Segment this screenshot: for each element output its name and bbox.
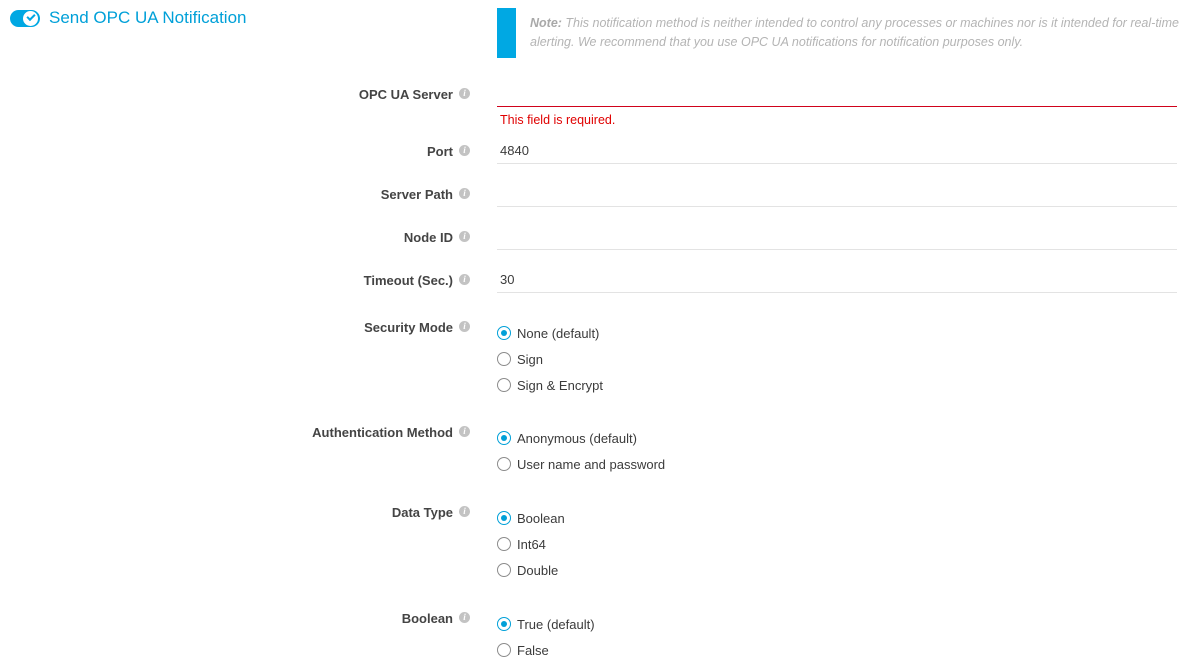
radio-auth-username-password[interactable]: User name and password bbox=[497, 451, 1204, 477]
info-icon[interactable]: i bbox=[459, 88, 470, 99]
field-row-opc-ua-server bbox=[0, 86, 1204, 127]
radio-icon[interactable] bbox=[497, 352, 511, 366]
authentication-method-radio-group bbox=[497, 424, 1204, 477]
radio-boolean-false[interactable]: False bbox=[497, 637, 1204, 663]
radio-data-type-int64[interactable]: Int64 bbox=[497, 531, 1204, 557]
node-id-input[interactable] bbox=[497, 229, 1177, 250]
info-icon[interactable]: i bbox=[459, 231, 470, 242]
page-title: Send OPC UA Notification bbox=[49, 8, 247, 27]
radio-icon[interactable] bbox=[497, 617, 511, 631]
note-body: This notification method is neither intended to control any processes or machines nor is it intended for real-time alerting. We recommend that you use OPC UA notifications for notification purposes only. bbox=[530, 16, 1179, 49]
field-row-data-type bbox=[0, 504, 1204, 583]
opc-ua-server-error: This field is required. bbox=[500, 113, 616, 127]
radio-auth-anonymous[interactable]: Anonymous (default) bbox=[497, 425, 1204, 451]
info-icon[interactable]: i bbox=[459, 274, 470, 285]
info-icon[interactable]: i bbox=[459, 321, 470, 332]
field-row-timeout bbox=[0, 272, 1204, 293]
note-prefix: Note: bbox=[530, 16, 562, 30]
note-text bbox=[516, 8, 1204, 58]
label-timeout: Timeout (Sec.) i bbox=[0, 272, 470, 288]
radio-icon[interactable] bbox=[497, 326, 511, 340]
info-icon[interactable]: i bbox=[459, 612, 470, 623]
field-row-port bbox=[0, 143, 1204, 164]
boolean-radio-group bbox=[497, 610, 1204, 663]
opc-ua-server-input[interactable] bbox=[497, 86, 1177, 107]
label-security-mode: Security Mode i bbox=[0, 319, 470, 335]
field-row-security-mode bbox=[0, 319, 1204, 398]
note-accent-bar bbox=[497, 8, 516, 58]
label-server-path: Server Path i bbox=[0, 186, 470, 202]
info-icon[interactable]: i bbox=[459, 145, 470, 156]
label-opc-ua-server: OPC UA Server i bbox=[0, 86, 470, 102]
radio-icon[interactable] bbox=[497, 563, 511, 577]
radio-data-type-double[interactable]: Double bbox=[497, 557, 1204, 583]
note-banner bbox=[497, 8, 1204, 58]
radio-data-type-boolean[interactable]: Boolean bbox=[497, 505, 1204, 531]
radio-security-mode-sign[interactable]: Sign bbox=[497, 346, 1204, 372]
security-mode-radio-group bbox=[497, 319, 1204, 398]
label-port: Port i bbox=[0, 143, 470, 159]
radio-security-mode-sign-encrypt[interactable]: Sign & Encrypt bbox=[497, 372, 1204, 398]
field-row-node-id bbox=[0, 229, 1204, 250]
form-body bbox=[0, 86, 1204, 663]
info-icon[interactable]: i bbox=[459, 506, 470, 517]
field-row-server-path bbox=[0, 186, 1204, 207]
label-boolean: Boolean i bbox=[0, 610, 470, 626]
field-row-authentication-method bbox=[0, 424, 1204, 477]
section-header bbox=[10, 8, 246, 28]
radio-icon[interactable] bbox=[497, 537, 511, 551]
radio-boolean-true[interactable]: True (default) bbox=[497, 611, 1204, 637]
radio-icon[interactable] bbox=[497, 431, 511, 445]
label-node-id: Node ID i bbox=[0, 229, 470, 245]
label-authentication-method: Authentication Method i bbox=[0, 424, 470, 440]
info-icon[interactable]: i bbox=[459, 188, 470, 199]
enable-notification-toggle[interactable] bbox=[10, 10, 40, 27]
port-input[interactable] bbox=[497, 143, 1177, 164]
field-row-boolean bbox=[0, 610, 1204, 663]
server-path-input[interactable] bbox=[497, 186, 1177, 207]
check-icon bbox=[23, 11, 38, 26]
data-type-radio-group bbox=[497, 504, 1204, 583]
radio-icon[interactable] bbox=[497, 457, 511, 471]
radio-security-mode-none[interactable]: None (default) bbox=[497, 320, 1204, 346]
timeout-input[interactable] bbox=[497, 272, 1177, 293]
label-data-type: Data Type i bbox=[0, 504, 470, 520]
radio-icon[interactable] bbox=[497, 511, 511, 525]
radio-icon[interactable] bbox=[497, 378, 511, 392]
radio-icon[interactable] bbox=[497, 643, 511, 657]
info-icon[interactable]: i bbox=[459, 426, 470, 437]
